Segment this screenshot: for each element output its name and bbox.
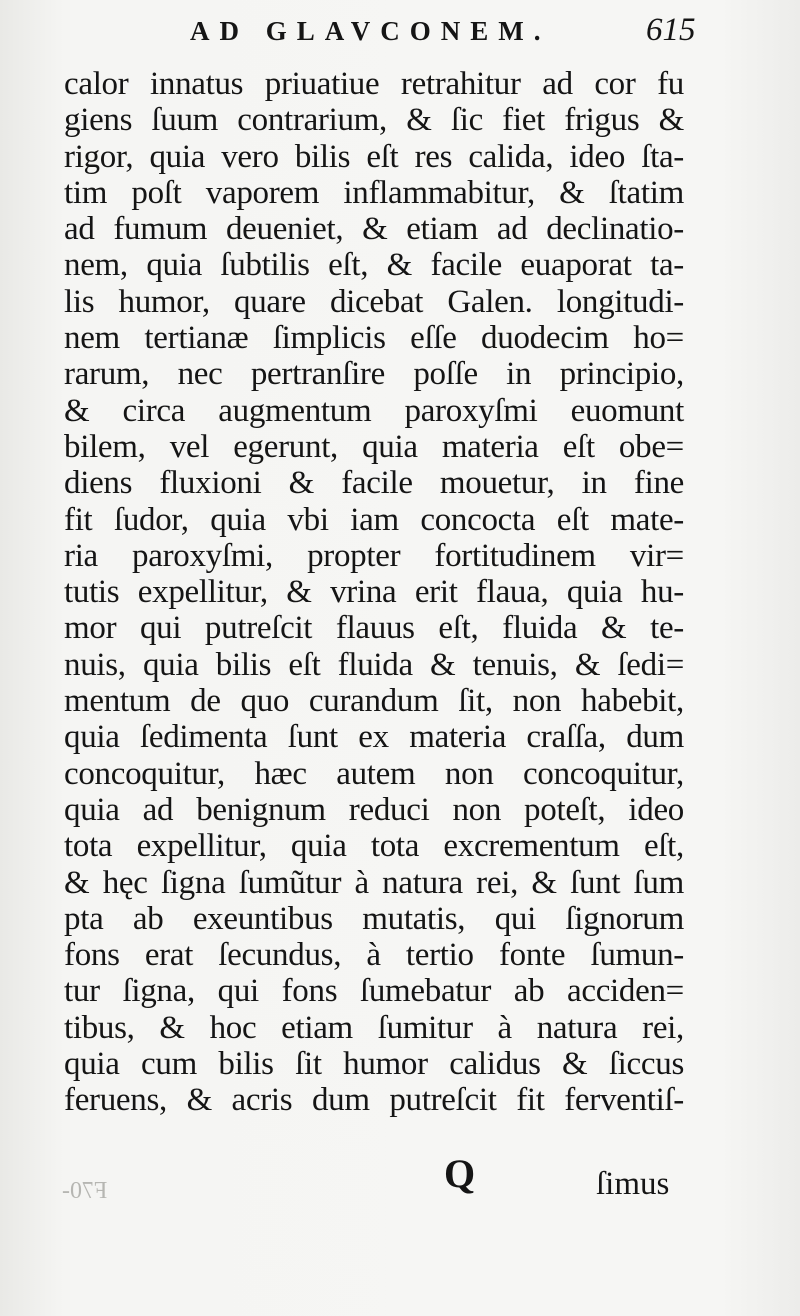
text-line: rarum, nec pertranſire poſſe in principio, xyxy=(64,356,684,393)
text-line: quia ad benignum reduci non poteſt, ideo xyxy=(64,791,684,828)
text-line: fons erat ſecundus, à tertio fonte ſumun- xyxy=(64,937,684,974)
text-line: rigor, quia vero bilis eſt res calida, ideo ſta- xyxy=(64,138,684,175)
text-line: nuis, quia bilis eſt fluida & tenuis, & ſedi= xyxy=(64,646,684,683)
text-line: tibus, & hoc etiam ſumitur à natura rei, xyxy=(64,1009,684,1046)
text-line: diens fluxioni & facile mouetur, in fine xyxy=(64,465,684,502)
text-line: concoquitur, hæc autem non concoquitur, xyxy=(64,755,684,792)
text-line: quia ſedimenta ſunt ex materia craſſa, dum xyxy=(64,719,684,756)
text-line: giens ſuum contrarium, & ſic fiet frigus & xyxy=(64,102,684,139)
text-line: mor qui putreſcit flauus eſt, fluida & te- xyxy=(64,610,684,647)
running-head xyxy=(0,10,800,50)
text-line: tutis expellitur, & vrina erit flaua, quia hu- xyxy=(64,574,684,611)
text-line: & circa augmentum paroxyſmi euomunt xyxy=(64,392,684,429)
text-line: fit ſudor, quia vbi iam concocta eſt mate- xyxy=(64,501,684,538)
text-line: ria paroxyſmi, propter fortitudinem vir= xyxy=(64,537,684,574)
text-line: mentum de quo curandum ſit, non habebit, xyxy=(64,683,684,720)
page-number: 615 xyxy=(646,12,696,48)
bleed-through-mark: F70- xyxy=(62,1178,108,1204)
text-line: lis humor, quare dicebat Galen. longitudi- xyxy=(64,283,684,320)
catchword: ſimus xyxy=(596,1166,670,1202)
text-line: feruens, & acris dum putreſcit fit ferventiſ- xyxy=(64,1082,684,1119)
body-text xyxy=(64,66,684,1119)
signature-mark: Q xyxy=(444,1151,476,1196)
text-line: & hęc ſigna ſumũtur à natura rei, & ſunt ſum xyxy=(64,864,684,901)
text-line: nem, quia ſubtilis eſt, & facile euaporat ta- xyxy=(64,247,684,284)
text-line: tur ſigna, qui fons ſumebatur ab acciden= xyxy=(64,973,684,1010)
text-line: tota expellitur, quia tota excrementum eſt, xyxy=(64,828,684,865)
text-line: quia cum bilis ſit humor calidus & ſiccus xyxy=(64,1046,684,1083)
text-line: calor innatus priuatiue retrahitur ad cor fu xyxy=(64,66,684,102)
text-line: nem tertianæ ſimplicis eſſe duodecim ho= xyxy=(64,320,684,357)
text-line: ad fumum deueniet, & etiam ad declinatio- xyxy=(64,211,684,248)
running-head-title: AD GLAVCONEM. xyxy=(190,16,551,46)
text-line: pta ab exeuntibus mutatis, qui ſignorum xyxy=(64,900,684,937)
text-line: bilem, vel egerunt, quia materia eſt obe= xyxy=(64,428,684,465)
text-line: tim poſt vaporem inflammabitur, & ſtatim xyxy=(64,174,684,211)
